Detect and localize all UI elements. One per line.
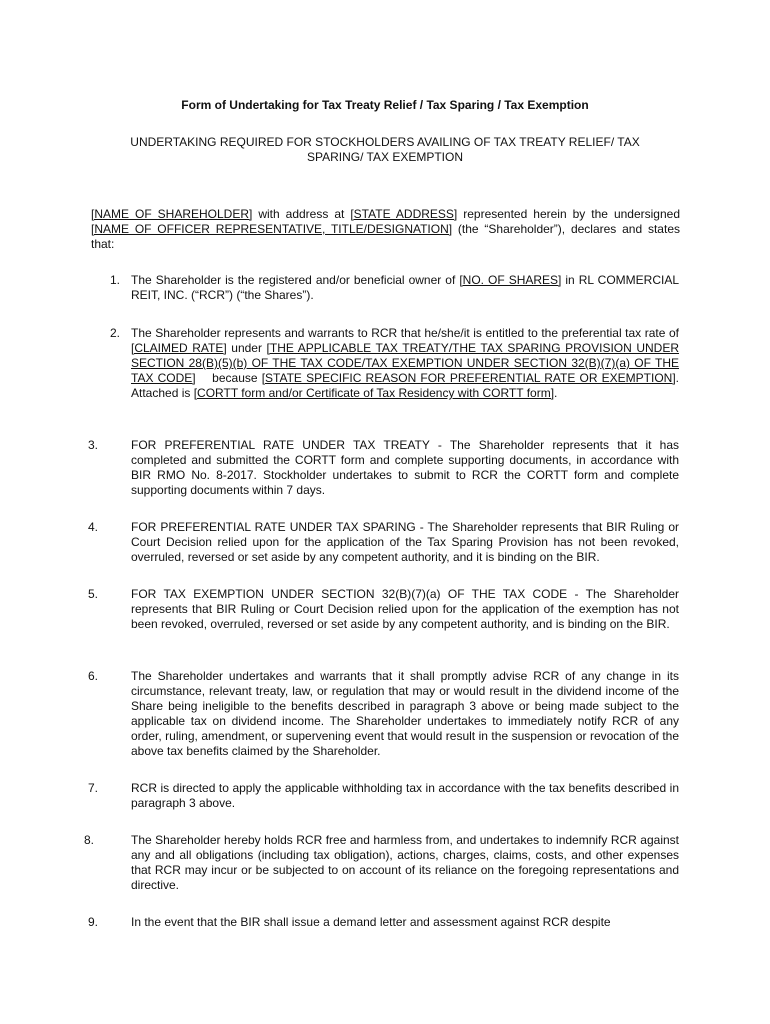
placeholder-applicable-provision: [THE APPLICABLE TAX TREATY/THE TAX SPARING PROVISION UNDER SECTION 28(B)(5)(b) OF THE TAX CODE/TAX EXEMPTION UNDER SECTION 32(B)(7)(a) OF THE TAX CODE] bbox=[131, 341, 680, 385]
item-number: 3. bbox=[87, 438, 98, 452]
item-text: The Shareholder represents and warrants to RCR that he/she/it is entitled to the preferential tax rate of bbox=[131, 326, 679, 340]
list-item-1 bbox=[131, 273, 679, 303]
item-text: . bbox=[554, 386, 558, 400]
list-item-4: FOR PREFERENTIAL RATE UNDER TAX SPARING - The Shareholder represents that BIR Ruling or Court Decision relied upon for the application of the Tax Sparing Provision has not been revoked, overruled, reversed or set aside by any competent authority, and it is binding on the BIR. bbox=[131, 520, 679, 564]
item-text: because bbox=[195, 371, 262, 385]
item-number: 7. bbox=[87, 781, 98, 795]
item-number: 6. bbox=[87, 669, 98, 683]
item-text: in RL COMMERCIAL REIT, INC. (“RCR”) (“the Shares”). bbox=[131, 273, 679, 302]
intro-text-2: represented herein by the undersigned bbox=[457, 207, 681, 221]
list-item-2 bbox=[131, 326, 679, 401]
list-item-9: In the event that the BIR shall issue a demand letter and assessment against RCR despite bbox=[131, 915, 611, 929]
item-number: 9. bbox=[87, 915, 98, 929]
document-subtitle: UNDERTAKING REQUIRED FOR STOCKHOLDERS AVAILING OF TAX TREATY RELIEF/ TAX SPARING/ TAX EXEMPTION bbox=[130, 135, 640, 164]
placeholder-officer-representative: [NAME OF OFFICER REPRESENTATIVE, TITLE/DESIGNATION] bbox=[91, 222, 453, 236]
list-item-8: The Shareholder hereby holds RCR free and harmless from, and undertakes to indemnify RCR against any and all obligations (including tax obligation), actions, charges, claims, costs, and other expenses that RCR may incur or be subjected to on account of its reliance on the foregoing representations and directive. bbox=[131, 833, 679, 892]
item-text: under bbox=[226, 341, 267, 355]
list-item-7: RCR is directed to apply the applicable withholding tax in accordance with the tax benefits described in paragraph 3 above. bbox=[131, 781, 679, 810]
placeholder-specific-reason: [STATE SPECIFIC REASON FOR PREFERENTIAL RATE OR EXEMPTION] bbox=[261, 371, 676, 385]
item-text: . Attached is bbox=[131, 371, 679, 400]
placeholder-state-address: [STATE ADDRESS] bbox=[350, 207, 458, 221]
placeholder-claimed-rate: [CLAIMED RATE] bbox=[131, 341, 227, 355]
placeholder-cortt-form: [CORTT form and/or Certificate of Tax Residency with CORTT form] bbox=[193, 386, 555, 400]
document-title: Form of Undertaking for Tax Treaty Relief / Tax Sparing / Tax Exemption bbox=[181, 98, 589, 112]
list-item-6: The Shareholder undertakes and warrants that it shall promptly advise RCR of any change in its circumstance, relevant treaty, law, or regulation that may or would result in the dividend income of the Share being ineligible to the benefits described in paragraph 3 above or being made subject to the applicable tax on dividend income. The Shareholder undertakes to immediately notify RCR of any order, ruling, amendment, or supervening event that would result in the suspension or revocation of the above tax benefits claimed by the Shareholder. bbox=[131, 669, 679, 758]
item-text: The Shareholder is the registered and/or beneficial owner of bbox=[131, 273, 460, 287]
placeholder-no-of-shares: [NO. OF SHARES] bbox=[459, 273, 562, 287]
item-number: 1. bbox=[109, 273, 120, 287]
item-number: 8. bbox=[83, 833, 94, 847]
intro-text-3: (the “Shareholder”), declares and states that: bbox=[91, 222, 680, 251]
intro-text-1: with address at bbox=[252, 207, 351, 221]
item-number: 4. bbox=[87, 520, 98, 534]
item-number: 2. bbox=[109, 326, 120, 340]
intro-paragraph bbox=[91, 207, 680, 252]
list-item-3: FOR PREFERENTIAL RATE UNDER TAX TREATY - The Shareholder represents that it has completed and submitted the CORTT form and complete supporting documents, in accordance with BIR RMO No. 8-2017. Stockholder undertakes to submit to RCR the CORTT form and complete supporting documents within 7 days. bbox=[131, 438, 679, 497]
item-number: 5. bbox=[87, 587, 98, 601]
list-item-5: FOR TAX EXEMPTION UNDER SECTION 32(B)(7)(a) OF THE TAX CODE - The Shareholder represents that BIR Ruling or Court Decision relied upon for the application of the exemption has not been revoked, overruled, reversed or set aside by any competent authority, and is binding on the BIR. bbox=[131, 587, 679, 631]
placeholder-shareholder-name: [NAME OF SHAREHOLDER] bbox=[91, 207, 253, 221]
